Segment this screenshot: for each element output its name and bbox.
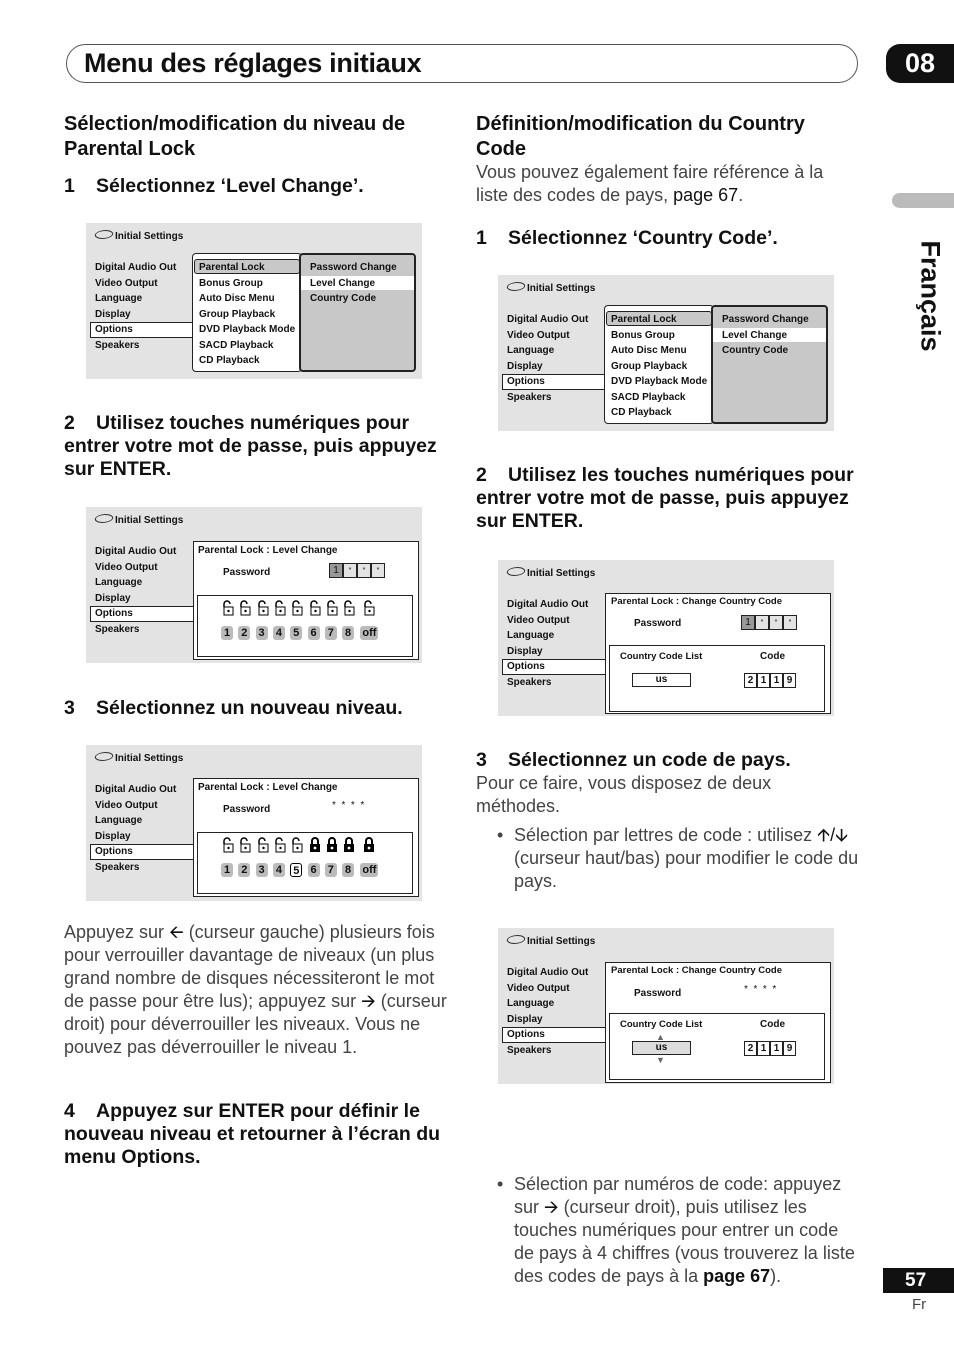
osd-menu-item: Speakers bbox=[95, 861, 140, 873]
right-arrow-icon: 🡪 bbox=[544, 1197, 559, 1217]
lock-open-icon bbox=[309, 600, 321, 619]
level-button: 1 bbox=[221, 626, 233, 640]
disc-icon bbox=[93, 230, 114, 239]
osd-menu-item: Options bbox=[95, 608, 133, 619]
osd-menu-item: Digital Audio Out bbox=[507, 967, 589, 978]
lock-closed-icon bbox=[309, 837, 321, 856]
osd-menu-item: Video Output bbox=[507, 982, 570, 994]
disc-icon bbox=[93, 514, 114, 523]
osd-option-item: Auto Disc Menu bbox=[611, 345, 687, 356]
osd-screen-country-password bbox=[498, 560, 834, 716]
page-language: Fr bbox=[912, 1296, 927, 1313]
lock-open-icon bbox=[343, 600, 355, 619]
code-digit: 9 bbox=[783, 673, 796, 688]
osd-option-item: SACD Playback bbox=[611, 391, 686, 403]
lock-open-icon bbox=[239, 600, 251, 619]
level-button: off bbox=[362, 864, 377, 876]
osd-menu-item: Language bbox=[95, 577, 143, 588]
password-digit: * bbox=[783, 615, 797, 630]
osd-menu-item: Digital Audio Out bbox=[95, 262, 177, 273]
bullet-number-method bbox=[476, 1173, 861, 1288]
osd-parental-item: Password Change bbox=[722, 314, 809, 325]
step-3 bbox=[476, 749, 791, 772]
level-button: off bbox=[362, 627, 377, 639]
disc-icon bbox=[505, 567, 526, 576]
text: (curseur droit), puis utilisez les touches numériques pour entrer un code de pays à 4 chiffres (vous trouverez la liste des codes de pays à la bbox=[514, 1197, 855, 1286]
bullet-letter-method bbox=[476, 824, 861, 893]
step-text: Sélectionnez un code de pays. bbox=[508, 749, 791, 771]
osd-menu-item: Video Output bbox=[507, 329, 570, 341]
osd-option-item: Group Playback bbox=[611, 360, 688, 372]
step-number: 1 bbox=[64, 175, 75, 197]
password-digit: * bbox=[357, 563, 371, 578]
level-button: 7 bbox=[325, 863, 337, 877]
step-1 bbox=[64, 175, 364, 198]
password-digit: * bbox=[755, 615, 769, 630]
text: (curseur haut/bas) pour modifier le code du pays. bbox=[514, 848, 859, 891]
osd-option-item: DVD Playback Mode bbox=[611, 376, 708, 387]
level-button: 2 bbox=[238, 863, 250, 877]
password-label: Password bbox=[223, 567, 271, 578]
step-text: Sélectionnez ‘Country Code’. bbox=[508, 227, 778, 249]
osd-menu-item: Display bbox=[507, 645, 543, 657]
osd-menu-item: Language bbox=[507, 630, 555, 641]
osd-screen-password bbox=[86, 507, 422, 663]
code-digit: 1 bbox=[757, 1041, 770, 1056]
dialog-title: Parental Lock : Level Change bbox=[198, 782, 338, 793]
lock-open-icon bbox=[274, 600, 286, 619]
lock-open-icon bbox=[257, 837, 269, 856]
methods-intro: Pour ce faire, vous disposez de deux méthodes. bbox=[476, 773, 772, 816]
step-number: 2 bbox=[64, 412, 75, 434]
lock-open-icon bbox=[274, 837, 286, 856]
osd-screen-country-select bbox=[498, 928, 834, 1084]
osd-parental-item: Level Change bbox=[310, 277, 376, 289]
country-select: us bbox=[632, 1041, 691, 1055]
code-digit: 1 bbox=[757, 673, 770, 688]
lock-open-icon bbox=[239, 837, 251, 856]
step-text: Appuyez sur ENTER pour définir le nouveau niveau et retourner à l’écran du menu Options. bbox=[64, 1100, 441, 1168]
code-digit: 2 bbox=[744, 1041, 757, 1056]
section-heading-country-code: Définition/modification du Country Code bbox=[476, 113, 805, 160]
osd-menu-item: Language bbox=[507, 345, 555, 356]
page-link[interactable]: page 67 bbox=[703, 1266, 771, 1286]
dialog-title: Parental Lock : Change Country Code bbox=[611, 965, 783, 976]
step-2 bbox=[476, 464, 861, 533]
level-button: 7 bbox=[325, 626, 337, 640]
password-digit: 1 bbox=[329, 563, 343, 578]
osd-title: Initial Settings bbox=[527, 283, 596, 294]
code-digit: 2 bbox=[744, 673, 757, 688]
left-arrow-icon: 🡨 bbox=[169, 922, 184, 942]
osd-menu-item: Options bbox=[95, 846, 133, 857]
lock-open-icon bbox=[222, 837, 234, 856]
up-down-arrow-icon: 🡩/🡫 bbox=[817, 825, 849, 845]
osd-menu-item: Display bbox=[95, 830, 131, 842]
osd-menu-item: Display bbox=[95, 592, 131, 604]
level-button: 4 bbox=[273, 863, 285, 877]
osd-menu-item: Video Output bbox=[95, 799, 158, 811]
password-digit: 1 bbox=[741, 615, 755, 630]
osd-menu-item: Video Output bbox=[95, 277, 158, 289]
lock-closed-icon bbox=[363, 837, 375, 856]
chapter-number: 08 bbox=[886, 44, 954, 83]
level-button: 5 bbox=[290, 863, 302, 877]
password-label: Password bbox=[634, 988, 682, 999]
language-tab: Français bbox=[915, 240, 946, 352]
text: Sélection par lettres de code : utilisez bbox=[514, 825, 818, 845]
osd-menu-item: Language bbox=[95, 815, 143, 826]
step-2 bbox=[64, 412, 444, 481]
osd-screen-menu bbox=[86, 223, 422, 379]
password-digit: * bbox=[769, 615, 783, 630]
page-link[interactable]: page 67 bbox=[673, 185, 739, 205]
osd-menu-item: Digital Audio Out bbox=[507, 599, 589, 610]
osd-parental-item: Password Change bbox=[310, 262, 397, 273]
password-masked: * * * * bbox=[744, 984, 777, 995]
osd-menu-item: Digital Audio Out bbox=[507, 314, 589, 325]
osd-menu-item: Options bbox=[507, 1029, 545, 1040]
osd-screen-level bbox=[86, 745, 422, 901]
lock-open-icon bbox=[291, 837, 303, 856]
lock-open-icon bbox=[257, 600, 269, 619]
lock-closed-icon bbox=[343, 837, 355, 856]
page-header bbox=[66, 44, 858, 83]
osd-menu-item: Display bbox=[95, 308, 131, 320]
osd-parental-item: Country Code bbox=[310, 293, 377, 304]
osd-option-item: Bonus Group bbox=[611, 329, 675, 341]
step-text: Sélectionnez un nouveau niveau. bbox=[96, 697, 403, 719]
osd-option-item: CD Playback bbox=[199, 355, 260, 366]
country-select: us bbox=[632, 673, 691, 687]
osd-option-item: Group Playback bbox=[199, 308, 276, 320]
level-button: 3 bbox=[256, 626, 268, 640]
disc-icon bbox=[505, 935, 526, 944]
osd-menu-item: Digital Audio Out bbox=[95, 546, 177, 557]
osd-menu-item: Language bbox=[507, 998, 555, 1009]
step-4 bbox=[64, 1100, 449, 1169]
osd-parental-item: Level Change bbox=[722, 329, 788, 341]
level-button: 2 bbox=[238, 626, 250, 640]
down-arrow-icon: ▼ bbox=[656, 1055, 665, 1065]
level-button: 4 bbox=[273, 626, 285, 640]
osd-menu-item: Speakers bbox=[95, 339, 140, 351]
osd-menu-item: Options bbox=[507, 661, 545, 672]
level-button: 1 bbox=[221, 863, 233, 877]
password-digit: * bbox=[371, 563, 385, 578]
osd-option-item: Auto Disc Menu bbox=[199, 293, 275, 304]
osd-menu-item: Speakers bbox=[95, 623, 140, 635]
level-button: 8 bbox=[342, 626, 354, 640]
osd-title: Initial Settings bbox=[527, 568, 596, 579]
dialog-title: Parental Lock : Change Country Code bbox=[611, 596, 783, 607]
disc-icon bbox=[93, 752, 114, 761]
disc-icon bbox=[505, 282, 526, 291]
code-digit: 1 bbox=[770, 673, 783, 688]
code-digit: 1 bbox=[770, 1041, 783, 1056]
osd-option-item: CD Playback bbox=[611, 407, 672, 418]
osd-title: Initial Settings bbox=[115, 515, 184, 526]
step-number: 2 bbox=[476, 464, 487, 486]
level-button: 3 bbox=[256, 863, 268, 877]
right-arrow-icon: 🡪 bbox=[361, 991, 376, 1011]
language-tab-bar bbox=[892, 193, 954, 208]
text: Vous pouvez également faire référence à la liste des codes de pays, bbox=[476, 162, 824, 205]
step-number: 4 bbox=[64, 1100, 75, 1122]
text: ). bbox=[770, 1266, 782, 1286]
password-label: Password bbox=[223, 804, 271, 815]
osd-menu-item: Speakers bbox=[507, 1044, 552, 1056]
text: (curseur droit) pour déverrouiller les niveaux. Vous ne pouvez pas déverrouiller le niveau 1. bbox=[64, 991, 447, 1057]
osd-option-item: Parental Lock bbox=[199, 262, 265, 273]
osd-menu-item: Video Output bbox=[507, 614, 570, 626]
country-list-label: Country Code List bbox=[620, 651, 703, 662]
lock-open-icon bbox=[222, 600, 234, 619]
level-button: 6 bbox=[308, 626, 320, 640]
osd-menu-item: Language bbox=[95, 293, 143, 304]
code-digit: 9 bbox=[783, 1041, 796, 1056]
osd-title: Initial Settings bbox=[115, 231, 184, 242]
text: Appuyez sur bbox=[64, 922, 170, 942]
code-label: Code bbox=[760, 1019, 785, 1030]
osd-screen-menu bbox=[498, 275, 834, 431]
step-number: 3 bbox=[476, 749, 487, 771]
osd-menu-item: Options bbox=[507, 376, 545, 387]
code-label: Code bbox=[760, 651, 785, 662]
password-digit: * bbox=[343, 563, 357, 578]
lock-open-icon bbox=[363, 600, 375, 619]
osd-menu-item: Display bbox=[507, 360, 543, 372]
osd-menu-item: Display bbox=[507, 1013, 543, 1025]
up-arrow-icon: ▲ bbox=[656, 1032, 665, 1042]
text: . bbox=[738, 185, 744, 205]
level-button: 6 bbox=[308, 863, 320, 877]
osd-menu-item: Speakers bbox=[507, 391, 552, 403]
level-button: 5 bbox=[290, 626, 302, 640]
osd-option-item: Bonus Group bbox=[199, 277, 263, 289]
lock-open-icon bbox=[326, 600, 338, 619]
section-heading-parental-lock: Sélection/modification du niveau de Parental Lock bbox=[64, 113, 406, 160]
text: (curseur gauche) plusieurs fois pour verrouiller davantage de niveaux (un plus grand nombre de disques nécessiteront le mot de passe pour être lus); appuyez sur bbox=[64, 922, 435, 1011]
level-button: 8 bbox=[342, 863, 354, 877]
password-label: Password bbox=[634, 618, 682, 629]
osd-option-item: SACD Playback bbox=[199, 339, 274, 351]
level-instructions bbox=[64, 921, 449, 1059]
country-intro bbox=[476, 161, 856, 207]
country-list-label: Country Code List bbox=[620, 1019, 703, 1030]
osd-parental-item: Country Code bbox=[722, 345, 789, 356]
osd-menu-item: Digital Audio Out bbox=[95, 784, 177, 795]
step-text: Utilisez touches numériques pour entrer votre mot de passe, puis appuyez sur ENTER. bbox=[64, 412, 437, 480]
dialog-title: Parental Lock : Level Change bbox=[198, 545, 338, 556]
step-text: Sélectionnez ‘Level Change’. bbox=[96, 175, 364, 197]
text: Sélection par numéros de code: appuyez sur bbox=[514, 1174, 842, 1217]
step-number: 3 bbox=[64, 697, 75, 719]
page-title: Menu des réglages initiaux bbox=[84, 48, 422, 78]
osd-menu-item: Options bbox=[95, 324, 133, 335]
lock-closed-icon bbox=[326, 837, 338, 856]
lock-open-icon bbox=[291, 600, 303, 619]
step-3 bbox=[64, 697, 403, 720]
step-1 bbox=[476, 227, 778, 250]
osd-menu-item: Speakers bbox=[507, 676, 552, 688]
osd-title: Initial Settings bbox=[527, 936, 596, 947]
osd-option-item: Parental Lock bbox=[611, 314, 677, 325]
password-masked: * * * * bbox=[332, 800, 365, 811]
step-number: 1 bbox=[476, 227, 487, 249]
osd-menu-item: Video Output bbox=[95, 561, 158, 573]
step-text: Utilisez les touches numériques pour entrer votre mot de passe, puis appuyez sur ENTER. bbox=[476, 464, 854, 532]
osd-option-item: DVD Playback Mode bbox=[199, 324, 296, 335]
page-number: 57 bbox=[883, 1268, 954, 1293]
osd-title: Initial Settings bbox=[115, 753, 184, 764]
